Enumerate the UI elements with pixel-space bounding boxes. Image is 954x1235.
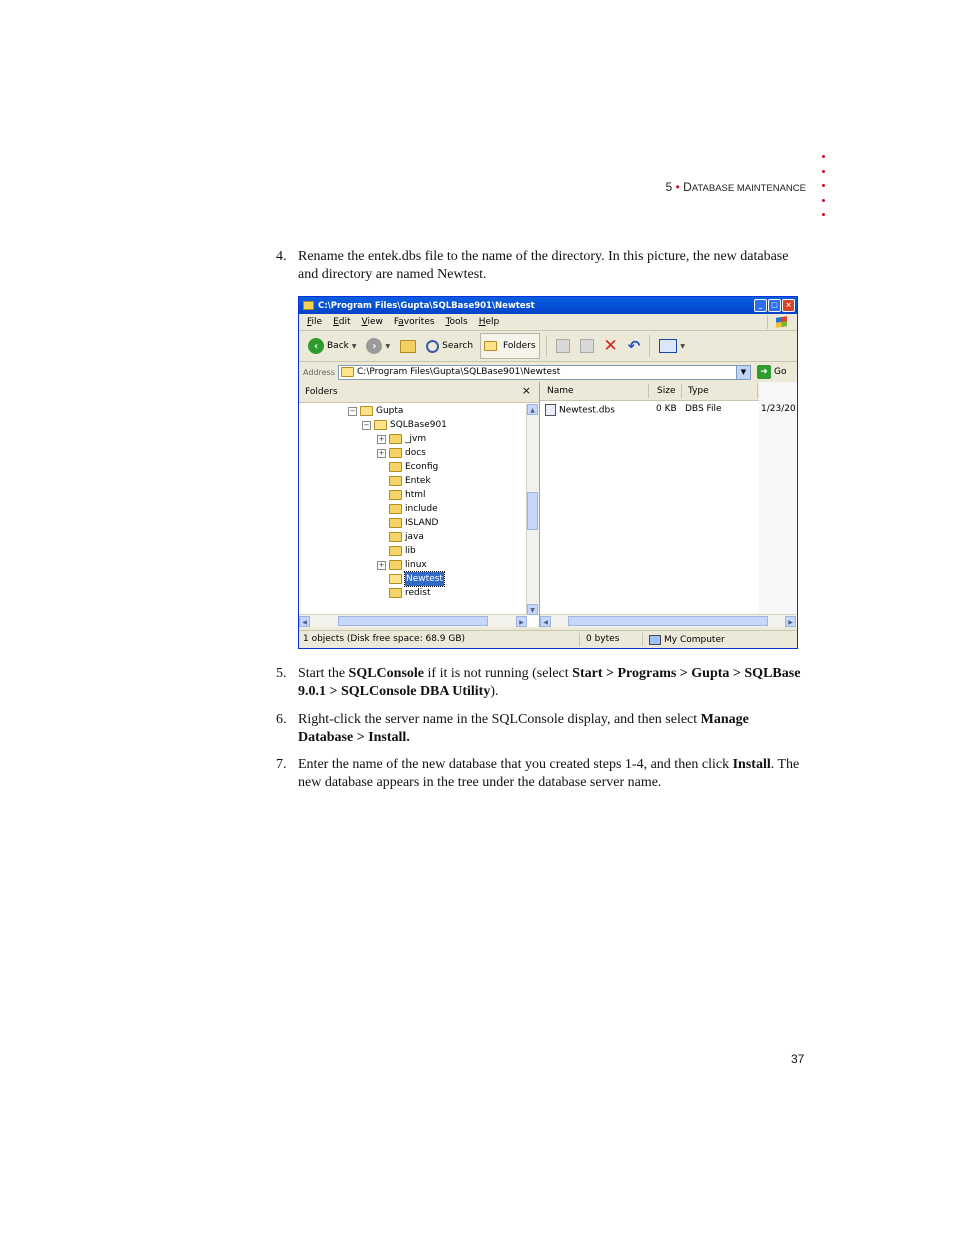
status-objects: 1 objects (Disk free space: 68.9 GB) [299,633,580,646]
tree-item-label: redist [405,588,431,598]
folder-icon [389,518,402,528]
tree-item-newtest[interactable] [377,572,444,586]
dropdown-arrow-icon[interactable]: ▼ [351,342,357,350]
folders-icon [484,341,497,351]
dot [822,213,825,216]
expand-icon[interactable]: + [378,434,385,443]
scroll-left-icon[interactable]: ◀ [299,616,310,627]
toolbar-separator [649,335,650,357]
minimize-button[interactable]: _ [754,299,767,312]
menu-bar [299,314,797,331]
folders-vertical-scrollbar[interactable] [526,404,539,615]
scroll-thumb[interactable] [568,616,768,626]
file-size-cell: 0 KB [656,404,677,414]
tree-item-jvm[interactable] [377,432,426,446]
menu-tools[interactable]: Tools [445,317,468,327]
folder-icon [389,504,402,514]
header-bullet: • [675,180,680,194]
address-value: C:\Program Files\Gupta\SQLBase901\Newtest [357,367,561,377]
step-7 [276,756,806,792]
dropdown-arrow-icon[interactable]: ▼ [680,342,685,350]
step-number: 5. [276,666,287,681]
tree-item-sqlbase901[interactable] [362,418,447,432]
go-label: Go [774,367,787,377]
toolbar-separator [546,335,547,357]
folder-icon [360,406,373,416]
file-name-cell: Newtest.dbs [545,404,615,416]
up-folder-icon [400,340,416,353]
forward-button[interactable] [363,334,393,358]
title-bar[interactable] [299,297,797,314]
up-folder-button[interactable] [397,334,419,358]
tree-item-label: java [405,532,424,542]
status-location: My Computer [643,635,725,645]
back-label: Back [327,341,349,351]
scroll-right-icon[interactable]: ▶ [785,616,796,627]
back-button[interactable] [305,334,359,358]
tree-item-label-selected: Newtest [406,574,443,584]
menu-file[interactable]: File [307,317,323,327]
bold-term: Install [732,757,771,772]
sorted-column-shade [759,382,797,615]
undo-icon: ↶ [627,337,641,355]
scroll-up-icon[interactable]: ▲ [527,404,538,415]
scroll-left-icon[interactable]: ◀ [540,616,551,627]
search-icon [426,340,439,353]
step-number: 7. [276,757,287,772]
dot [822,199,825,202]
page-number: 37 [791,1052,805,1066]
collapse-icon[interactable]: − [349,406,356,415]
tree-item-label: Entek [405,476,431,486]
folder-icon [303,301,314,310]
tree-item-label: SQLBase901 [390,420,447,430]
expand-icon[interactable]: + [378,560,385,569]
folder-icon [389,434,402,444]
menu-edit[interactable]: Edit [333,317,351,327]
step-text: Rename the entek.dbs file to the name of the directory. In this picture, the new database and directory are named Newtest. [298,249,789,282]
column-divider[interactable] [681,384,682,398]
folders-pane [299,382,540,627]
dot [822,184,825,187]
expand-icon[interactable]: + [378,448,385,457]
panes [299,382,797,627]
go-arrow-icon: ➜ [757,365,771,379]
forward-arrow-icon: › [366,338,382,354]
views-button[interactable] [656,334,688,358]
tree-item-label: Econfig [405,462,439,472]
bold-term: Start > Programs > Gupta > SQLBase 9.0.1 > SQLConsole DBA Utility [298,666,801,699]
folder-icon [389,560,402,570]
step-5 [276,665,806,701]
tree-item-gupta[interactable] [348,404,403,418]
move-to-icon [556,339,570,353]
tree-item-label: linux [405,560,427,570]
status-bar [299,630,797,648]
folders-pane-title: Folders [305,387,338,397]
step-text: Right-click the server name in the SQLConsole display, and then select Manage Database > Install. [298,712,749,745]
window-controls [754,299,795,312]
step-number: 4. [276,249,287,264]
go-button[interactable] [757,365,786,379]
tree-item-label: ISLAND [405,518,439,528]
move-to-button[interactable] [553,334,573,358]
file-type-cell: DBS File [685,404,722,414]
dot [822,155,825,158]
address-bar [299,362,797,383]
status-size: 0 bytes [580,633,643,646]
scroll-thumb[interactable] [527,492,538,530]
toolbar [299,331,797,362]
tree-item-label: Gupta [376,406,404,416]
tree-item-island[interactable] [377,516,438,530]
step-number: 6. [276,712,287,727]
menu-view[interactable]: View [361,317,383,327]
views-icon [659,339,677,353]
tree-item-linux[interactable] [377,558,427,572]
bold-term: Manage Database > Install. [298,712,749,745]
database-file-icon [545,404,556,416]
tree-item-label: lib [405,546,416,556]
folders-pane-header [299,382,539,403]
chapter-title-rest: ATABASE MAINTENANCE [691,183,806,194]
search-button[interactable] [423,334,476,358]
folder-icon [389,588,402,598]
scroll-right-icon[interactable]: ▶ [516,616,527,627]
tree-item-label: include [405,504,438,514]
tree-item-redist[interactable] [377,586,430,600]
folder-icon [389,574,402,584]
tree-item-java[interactable] [377,530,424,544]
folders-horizontal-scrollbar[interactable] [299,614,527,627]
step-text: Start the SQLConsole if it is not running (select Start > Programs > Gupta > SQLBase 9.0.1 > SQLConsole DBA Utility). [298,666,801,699]
address-dropdown-icon[interactable]: ▼ [736,366,750,379]
column-divider[interactable] [757,384,758,398]
decorative-dots [821,155,829,228]
tree-item-html[interactable] [377,488,426,502]
close-button[interactable]: × [782,299,795,312]
folder-icon [389,476,402,486]
running-header [666,180,806,194]
my-computer-icon [649,635,661,645]
scroll-thumb[interactable] [338,616,488,626]
back-arrow-icon: ‹ [308,338,324,354]
tree-item-include[interactable] [377,502,438,516]
menu-help[interactable]: Help [478,317,500,327]
tree-item-label: docs [405,448,426,458]
folder-icon [389,546,402,556]
delete-button[interactable] [601,334,621,358]
column-divider[interactable] [648,384,649,398]
menu-favorites[interactable]: Favorites [393,317,435,327]
undo-button[interactable] [625,334,644,358]
tree-item-label: html [405,490,426,500]
collapse-icon[interactable]: − [363,420,370,429]
windows-flag-icon [776,316,787,328]
explorer-window [298,296,798,649]
tree-item-lib[interactable] [377,544,416,558]
chapter-title-initial: D [683,180,692,194]
scroll-down-icon[interactable]: ▼ [527,604,538,615]
window-title: C:\Program Files\Gupta\SQLBase901\Newtest [318,300,535,311]
bold-term: SQLConsole [348,666,425,681]
file-row[interactable] [540,402,797,416]
file-list-pane [540,382,797,627]
folder-icon [389,532,402,542]
folder-icon [389,462,402,472]
maximize-button[interactable]: □ [768,299,781,312]
files-horizontal-scrollbar[interactable] [540,614,796,627]
search-label: Search [442,341,474,351]
windows-logo [767,315,794,329]
folder-icon [389,448,402,458]
folder-icon [341,367,354,377]
address-label: Address [303,367,335,377]
tree-item-econfig[interactable] [377,460,438,474]
folder-icon [374,420,387,430]
column-header-type[interactable]: Type [688,386,709,396]
dropdown-arrow-icon[interactable]: ▼ [385,342,391,350]
tree-item-docs[interactable] [377,446,426,460]
delete-x-icon: ✕ [603,336,618,356]
close-icon[interactable]: × [521,384,531,397]
folders-button[interactable] [480,333,540,359]
chapter-number: 5 [665,180,673,194]
copy-to-button[interactable] [577,334,597,358]
dot [822,170,825,173]
column-header-size[interactable]: Size [657,386,676,396]
address-input[interactable] [338,365,751,380]
step-6 [276,711,806,747]
step-4 [276,248,806,284]
step-text: Enter the name of the new database that you created steps 1-4, and then click Install. The new database appears in the tree under the database server name. [298,757,800,790]
tree-item-entek[interactable] [377,474,431,488]
copy-to-icon [580,339,594,353]
tree-item-label: _jvm [405,434,427,444]
folder-icon [389,490,402,500]
column-header-name[interactable]: Name [547,386,574,396]
folders-label: Folders [503,341,536,351]
file-date-cell: 1/23/20 [761,404,796,414]
